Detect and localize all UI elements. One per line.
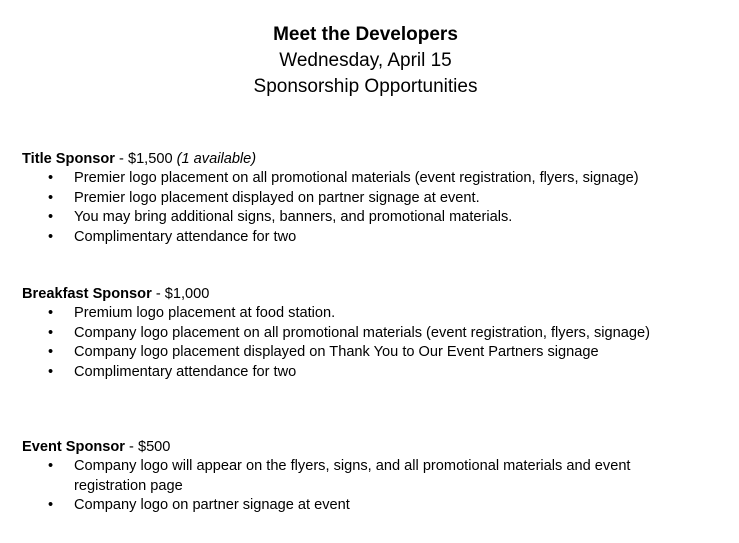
- sponsor-heading: [22, 437, 721, 457]
- document-subtitle: Sponsorship Opportunities: [253, 76, 478, 97]
- document-header: [0, 22, 731, 100]
- list-item: [21, 343, 674, 363]
- list-item: [21, 496, 674, 516]
- benefit-text: Premier logo placement on all promotional materials (event registration, flyers, signage): [74, 170, 639, 186]
- sponsor-section-breakfast: [21, 284, 721, 382]
- sponsor-availability: (1 available): [176, 151, 257, 167]
- benefit-text: Company logo on partner signage at event: [74, 497, 350, 514]
- sponsor-section-title: [21, 149, 721, 247]
- sponsor-heading: [22, 149, 721, 169]
- benefit-text: Premium logo placement at food station.: [74, 305, 336, 321]
- benefit-text: Company logo placement displayed on Thank You to Our Event Partners signage: [74, 344, 599, 361]
- event-date: Wednesday, April 15: [279, 50, 452, 71]
- list-item: [21, 304, 674, 324]
- benefit-list: [21, 304, 721, 382]
- bullet-icon: •: [48, 363, 54, 380]
- benefit-list: [21, 169, 721, 247]
- list-item: [21, 169, 721, 189]
- list-item: [21, 228, 721, 248]
- benefit-text: You may bring additional signs, banners, and promotional materials.: [74, 209, 513, 226]
- benefit-text: Premier logo placement displayed on partner signage at event.: [74, 189, 480, 206]
- sponsor-name: Title Sponsor: [22, 151, 115, 167]
- benefit-list: [21, 457, 721, 516]
- list-item: [21, 208, 721, 228]
- benefit-text: Complimentary attendance for two: [74, 228, 297, 245]
- list-item: [21, 457, 674, 496]
- bullet-icon: •: [48, 189, 54, 206]
- sponsor-section-event: [21, 437, 721, 516]
- sponsor-name: Event Sponsor: [22, 439, 125, 455]
- bullet-icon: •: [48, 209, 54, 226]
- benefit-text: Company logo placement on all promotional materials (event registration, flyers, signage): [74, 324, 650, 341]
- bullet-icon: •: [48, 305, 54, 321]
- benefit-text: Complimentary attendance for two: [74, 363, 297, 380]
- sponsor-name: Breakfast Sponsor: [22, 286, 152, 302]
- list-item: [21, 189, 721, 209]
- bullet-icon: •: [48, 228, 54, 245]
- bullet-icon: •: [48, 458, 54, 474]
- sponsor-price: - $1,500: [114, 151, 177, 167]
- event-title: Meet the Developers: [273, 24, 458, 45]
- sponsor-price: - $1,000: [151, 286, 210, 302]
- benefit-text: Company logo will appear on the flyers, signs, and all promotional materials and event registration page: [74, 458, 631, 494]
- sponsor-price: - $500: [124, 439, 171, 455]
- sponsor-heading: [22, 284, 721, 304]
- list-item: [21, 363, 674, 383]
- bullet-icon: •: [48, 324, 54, 341]
- bullet-icon: •: [48, 497, 54, 514]
- list-item: [21, 324, 674, 344]
- bullet-icon: •: [48, 344, 54, 361]
- bullet-icon: •: [48, 170, 54, 186]
